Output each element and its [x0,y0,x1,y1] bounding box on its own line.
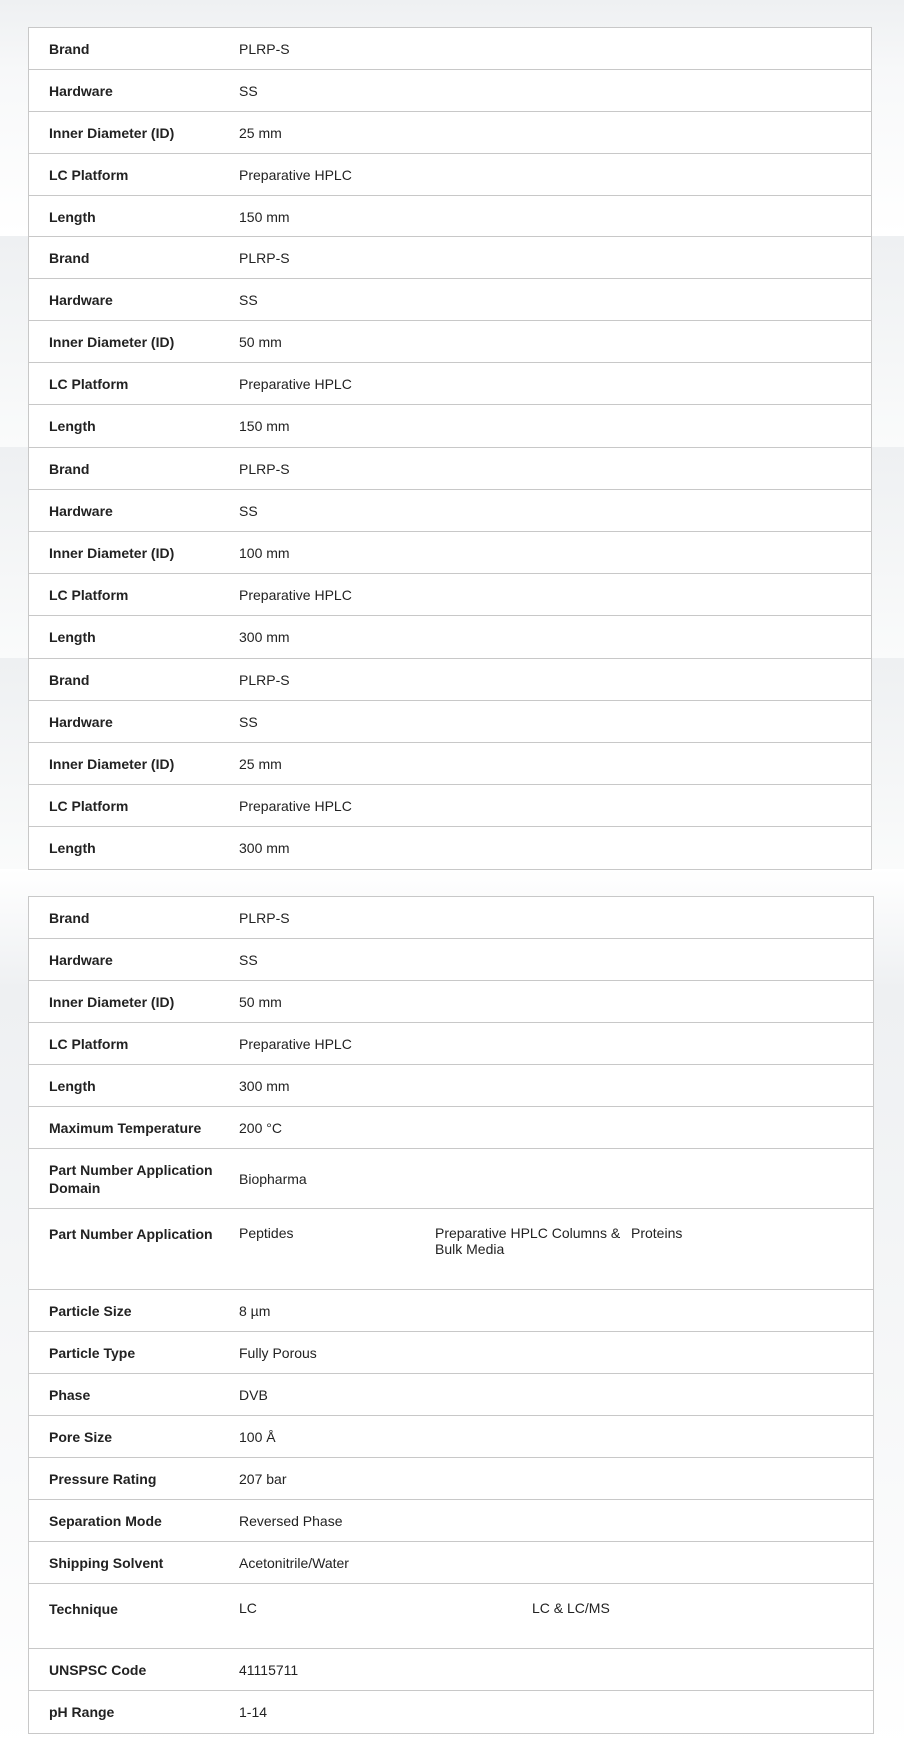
spec-row-hardware [29,939,873,981]
spec-table [28,236,872,448]
spec-value: SS [239,291,258,308]
spec-label: Inner Diameter (ID) [49,544,175,561]
spec-row-lc-platform [29,574,871,616]
spec-row-lc-platform [29,154,871,196]
spec-row-hardware [29,701,871,743]
spec-value: Biopharma [239,1170,307,1187]
spec-label: Maximum Temperature [49,1119,202,1136]
spec-row-ph-range [29,1691,873,1733]
spec-label: Length [49,1077,96,1094]
spec-value-item: LC [239,1600,257,1616]
spec-row-inner-diameter [29,981,873,1023]
spec-value: DVB [239,1386,268,1403]
spec-row-length [29,616,871,658]
spec-label: Particle Size [49,1302,132,1319]
spec-value: PLRP-S [239,460,290,477]
spec-value: 25 mm [239,755,282,772]
spec-label: Pore Size [49,1428,113,1445]
spec-value: 200 °C [239,1119,282,1136]
spec-row-inner-diameter [29,112,871,154]
spec-row-brand [29,237,871,279]
spec-value: 300 mm [239,629,290,645]
spec-row-max-temperature [29,1107,873,1149]
spec-row-length [29,1065,873,1107]
spec-label: pH Range [49,1704,115,1720]
spec-value: Reversed Phase [239,1512,343,1529]
spec-label: Inner Diameter (ID) [49,124,175,141]
spec-value: 1-14 [239,1704,268,1720]
spec-label: Hardware [49,502,113,519]
spec-value: Fully Porous [239,1344,317,1361]
spec-label: Hardware [49,82,113,99]
spec-table [28,447,872,659]
spec-value: 100 Å [239,1428,276,1445]
spec-label: Length [49,629,96,645]
spec-label: Inner Diameter (ID) [49,333,175,350]
spec-value: 207 bar [239,1470,287,1487]
spec-label: Brand [49,671,90,688]
spec-value: Preparative HPLC [239,797,352,814]
spec-label: Phase [49,1386,91,1403]
spec-row-inner-diameter [29,321,871,363]
spec-value: Preparative HPLC [239,166,352,183]
spec-label: Hardware [49,951,113,968]
spec-value: Preparative HPLC [239,586,352,603]
spec-row-shipping-solvent [29,1542,873,1584]
spec-table [28,27,872,239]
spec-label: Pressure Rating [49,1470,157,1487]
spec-value: 25 mm [239,124,282,141]
spec-row-hardware [29,490,871,532]
spec-row-inner-diameter [29,743,871,785]
spec-label: LC Platform [49,586,129,603]
spec-row-technique [29,1584,873,1649]
spec-value-list [239,1600,728,1616]
spec-label: Length [49,418,96,434]
spec-table [28,658,872,870]
spec-value: Preparative HPLC [239,1035,352,1052]
spec-value: PLRP-S [239,249,290,266]
spec-value: SS [239,82,258,99]
spec-value: 41115711 [239,1661,299,1678]
spec-value: SS [239,502,258,519]
spec-row-brand [29,897,873,939]
spec-label: UNSPSC Code [49,1661,147,1678]
spec-label: LC Platform [49,166,129,183]
spec-row-particle-size [29,1290,873,1332]
spec-row-inner-diameter [29,532,871,574]
spec-label: Brand [49,460,90,477]
spec-value-item: Preparative HPLC Columns & Bulk Media [435,1225,621,1257]
spec-label: Hardware [49,291,113,308]
spec-value-list [239,1225,682,1257]
spec-value: SS [239,713,258,730]
spec-label: Technique [49,1601,118,1617]
spec-row-lc-platform [29,1023,873,1065]
spec-value: 300 mm [239,1077,290,1094]
spec-row-application [29,1209,873,1290]
spec-value: 50 mm [239,333,282,350]
spec-label: Shipping Solvent [49,1554,164,1571]
spec-value: PLRP-S [239,909,290,926]
spec-value: 300 mm [239,840,290,856]
spec-row-brand [29,659,871,701]
spec-label: Particle Type [49,1344,136,1361]
spec-value-item: Peptides [239,1225,294,1241]
spec-row-length [29,405,871,447]
spec-value: 50 mm [239,993,282,1010]
spec-value: Acetonitrile/Water [239,1554,349,1571]
spec-label: Length [49,209,96,225]
spec-row-lc-platform [29,363,871,405]
spec-value: Preparative HPLC [239,375,352,392]
spec-row-separation-mode [29,1500,873,1542]
spec-label: Part Number Application [49,1226,213,1242]
spec-label: LC Platform [49,797,129,814]
spec-value: PLRP-S [239,40,290,57]
spec-label: Inner Diameter (ID) [49,993,175,1010]
spec-label: Length [49,840,96,856]
spec-row-pore-size [29,1416,873,1458]
spec-value: 100 mm [239,544,290,561]
spec-row-phase [29,1374,873,1416]
spec-label: Hardware [49,713,113,730]
spec-value: SS [239,951,258,968]
spec-label: Brand [49,40,90,57]
spec-row-application-domain [29,1149,873,1209]
spec-value: 8 µm [239,1302,271,1319]
spec-value-item: LC & LC/MS [532,1600,610,1616]
spec-label: LC Platform [49,375,129,392]
spec-row-particle-type [29,1332,873,1374]
spec-row-length [29,827,871,869]
spec-row-lc-platform [29,785,871,827]
spec-row-unspsc-code [29,1649,873,1691]
spec-row-hardware [29,279,871,321]
spec-row-brand [29,28,871,70]
spec-label: LC Platform [49,1035,129,1052]
spec-value: PLRP-S [239,671,290,688]
spec-label: Brand [49,249,90,266]
spec-row-brand [29,448,871,490]
spec-row-hardware [29,70,871,112]
spec-row-length [29,196,871,238]
spec-value: 150 mm [239,418,290,434]
spec-value: 150 mm [239,209,290,225]
spec-table-full [28,896,874,1734]
spec-value-item: Proteins [631,1225,683,1241]
spec-row-pressure-rating [29,1458,873,1500]
spec-label: Part Number Application Domain [49,1161,213,1196]
spec-label: Separation Mode [49,1512,162,1529]
spec-label: Inner Diameter (ID) [49,755,175,772]
spec-label: Brand [49,909,90,926]
